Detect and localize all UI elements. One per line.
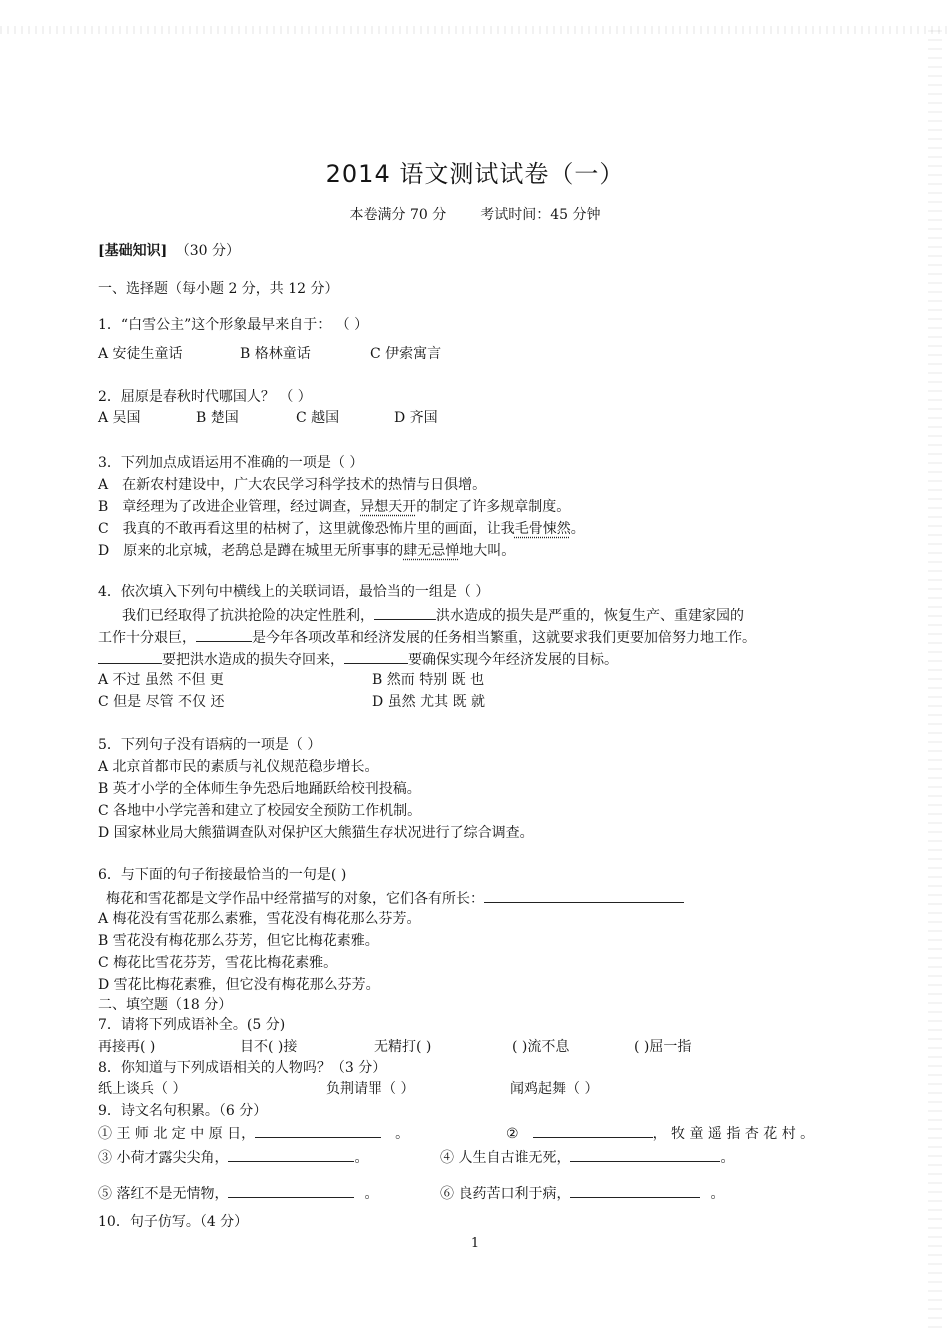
q3-c-label: C xyxy=(98,521,109,537)
q4-p2-post: 是今年各项改革和经济发展的任务相当繁重，这就要求我们更要加倍努力地工作。 xyxy=(252,630,756,646)
q4-blank-4 xyxy=(344,649,408,664)
exam-subtitle xyxy=(0,206,950,224)
q6-lead: 梅花和雪花都是文学作品中经常描写的对象，它们各有所长： xyxy=(106,891,484,907)
q3-d-dotted-idiom: 肆无忌惮 xyxy=(403,543,460,559)
q9-line-4 xyxy=(440,1147,734,1167)
q3-a-text: 在新农村建设中，广大农民学习科学技术的热情与日俱增。 xyxy=(122,477,487,493)
q8-item-2: 负荆请罪（ ） xyxy=(326,1081,415,1097)
q2-option-b: B 楚国 xyxy=(196,410,239,426)
q9-l4-end: 。 xyxy=(720,1150,735,1166)
q3-b-post: 的制定了许多规章制度。 xyxy=(416,499,571,515)
q9-line-6 xyxy=(440,1183,724,1203)
q7-stem: 7．请将下列成语补全。(5 分) xyxy=(98,1017,286,1033)
q6-blank xyxy=(484,888,684,903)
q2-stem: 2．屈原是春秋时代哪国人？ （ ） xyxy=(98,389,312,405)
q3-a-label: A xyxy=(98,477,109,493)
q8-item-1: 纸上谈兵（ ） xyxy=(98,1081,187,1097)
section-heading: [基础知识] xyxy=(98,243,168,259)
q4-passage-line-2 xyxy=(98,627,756,647)
exam-time: 考试时间：45 分钟 xyxy=(480,207,601,223)
q6-stem: 6．与下面的句子衔接最恰当的一句是( ) xyxy=(98,867,347,883)
q3-option-b xyxy=(98,498,570,516)
q3-d-label: D xyxy=(98,543,110,559)
scan-noise-top xyxy=(0,26,950,34)
q4-passage-line-1 xyxy=(122,605,744,625)
q6-option-d: D 雪花比梅花素雅，但它没有梅花那么芬芳。 xyxy=(98,977,380,993)
q1-option-c: C 伊索寓言 xyxy=(370,346,442,362)
q4-p2-pre: 工作十分艰巨， xyxy=(98,630,196,646)
q9-blank-2 xyxy=(533,1123,653,1138)
q6-option-b: B 雪花没有梅花那么芬芳，但它比梅花素雅。 xyxy=(98,933,379,949)
q3-c-dotted-idiom: 毛骨悚然 xyxy=(514,521,571,537)
q6-lead-sentence xyxy=(106,888,684,908)
q4-p3-mid: 要把洪水造成的损失夺回来， xyxy=(162,652,344,668)
q3-option-c xyxy=(98,520,585,538)
q9-l4-text: ④ 人生自古谁无死， xyxy=(440,1150,571,1166)
q5-stem: 5．下列句子没有语病的一项是（ ） xyxy=(98,737,322,753)
q9-l5-text: ⑤ 落红不是无情物， xyxy=(98,1186,229,1202)
q3-b-dotted-idiom: 异想天开 xyxy=(360,499,417,515)
q3-b-label: B xyxy=(98,499,109,515)
q3-option-d xyxy=(98,542,515,560)
q9-l1-end: 。 xyxy=(395,1126,410,1142)
q4-option-d: D 虽然 尤其 既 就 xyxy=(372,694,486,710)
page-number: 1 xyxy=(470,1236,480,1251)
q3-option-a xyxy=(98,476,486,494)
q1-option-a: A 安徒生童话 xyxy=(98,346,183,362)
q9-l5-end: 。 xyxy=(364,1186,379,1202)
q9-stem: 9．诗文名句积累。（6 分） xyxy=(98,1103,268,1119)
full-score: 本卷满分 70 分 xyxy=(349,207,447,223)
q4-passage-line-3 xyxy=(98,649,618,669)
q9-l1-text: ① 王 师 北 定 中 原 日， xyxy=(98,1126,256,1142)
q5-option-b: B 英才小学的全体师生争先恐后地踊跃给校刊投稿。 xyxy=(98,781,421,797)
q1-stem: 1．“白雪公主”这个形象最早来自于： （ ） xyxy=(98,317,369,333)
q3-d-post: 地大叫。 xyxy=(459,543,516,559)
exam-title: 2014 语文测试试卷（一） xyxy=(325,160,625,188)
q3-b-pre: 章经理为了改进企业管理，经过调查， xyxy=(122,499,361,515)
q7-item-4: ( )流不息 xyxy=(512,1039,570,1055)
q3-c-pre: 我真的不敢再看这里的枯树了，这里就像恐怖片里的画面，让我 xyxy=(122,521,515,537)
q3-d-pre: 原来的北京城，老鸹总是蹲在城里无所事事的 xyxy=(123,543,404,559)
q7-item-3: 无精打( ) xyxy=(374,1039,432,1055)
q10-stem: 10．句子仿写。（4 分） xyxy=(98,1214,249,1230)
section-points: （30 分） xyxy=(175,243,240,259)
q5-option-a: A 北京首都市民的素质与礼仪规范稳步增长。 xyxy=(98,759,379,775)
q4-option-a: A 不过 虽然 不但 更 xyxy=(98,672,224,688)
q9-l3-text: ③ 小荷才露尖尖角， xyxy=(98,1150,229,1166)
q4-blank-1 xyxy=(374,605,436,620)
section-basic-knowledge xyxy=(98,242,240,260)
part-two-heading: 二、填空题（18 分） xyxy=(98,997,233,1013)
q4-p1-pre: 我们已经取得了抗洪抢险的决定性胜利， xyxy=(122,608,374,624)
q9-line-5 xyxy=(98,1183,378,1203)
q9-blank-1 xyxy=(255,1123,381,1138)
q4-option-b: B 然而 特别 既 也 xyxy=(372,672,485,688)
q6-option-c: C 梅花比雪花芬芳，雪花比梅花素雅。 xyxy=(98,955,338,971)
q9-blank-3 xyxy=(228,1147,354,1162)
q9-l3-end: 。 xyxy=(354,1150,369,1166)
q9-l6-text: ⑥ 良药苦口利于病， xyxy=(440,1186,571,1202)
q1-option-b: B 格林童话 xyxy=(240,346,311,362)
q4-stem: 4．依次填入下列句中横线上的关联词语，最恰当的一组是（ ） xyxy=(98,584,490,600)
q7-item-2: 目不( )接 xyxy=(240,1039,298,1055)
q9-blank-4 xyxy=(570,1147,720,1162)
q3-c-post: 。 xyxy=(570,521,585,537)
q3-stem: 3．下列加点成语运用不准确的一项是（ ） xyxy=(98,455,364,471)
q9-l6-end: 。 xyxy=(710,1186,725,1202)
q6-option-a: A 梅花没有雪花那么素雅，雪花没有梅花那么芬芳。 xyxy=(98,911,421,927)
q2-option-c: C 越国 xyxy=(296,410,340,426)
q4-blank-3 xyxy=(98,649,162,664)
q8-item-3: 闻鸡起舞（ ） xyxy=(510,1081,599,1097)
q4-option-c: C 但是 尽管 不仅 还 xyxy=(98,694,225,710)
q4-p3-post: 要确保实现今年经济发展的目标。 xyxy=(408,652,618,668)
q9-blank-5 xyxy=(228,1183,354,1198)
q9-l2-end: ， 牧 童 遥 指 杏 花 村 。 xyxy=(652,1126,815,1142)
q7-item-1: 再接再( ) xyxy=(98,1039,156,1055)
q2-option-a: A 吴国 xyxy=(98,410,141,426)
q8-stem: 8．你知道与下列成语相关的人物吗？（3 分） xyxy=(98,1060,387,1076)
part-one-heading: 一、选择题（每小题 2 分，共 12 分） xyxy=(98,281,339,297)
q9-line-1 xyxy=(98,1123,409,1143)
q2-option-d: D 齐国 xyxy=(394,410,438,426)
q9-line-2 xyxy=(506,1123,814,1143)
q5-option-d: D 国家林业局大熊猫调查队对保护区大熊猫生存状况进行了综合调查。 xyxy=(98,825,534,841)
q4-blank-2 xyxy=(196,627,252,642)
q9-l2-text: ② xyxy=(506,1126,519,1142)
q4-p1-post: 洪水造成的损失是严重的，恢复生产、重建家园的 xyxy=(436,608,744,624)
scan-noise-right xyxy=(928,30,942,1330)
q9-line-3 xyxy=(98,1147,368,1167)
q9-blank-6 xyxy=(570,1183,700,1198)
q5-option-c: C 各地中小学完善和建立了校园安全预防工作机制。 xyxy=(98,803,422,819)
q7-item-5: ( )屈一指 xyxy=(634,1039,692,1055)
